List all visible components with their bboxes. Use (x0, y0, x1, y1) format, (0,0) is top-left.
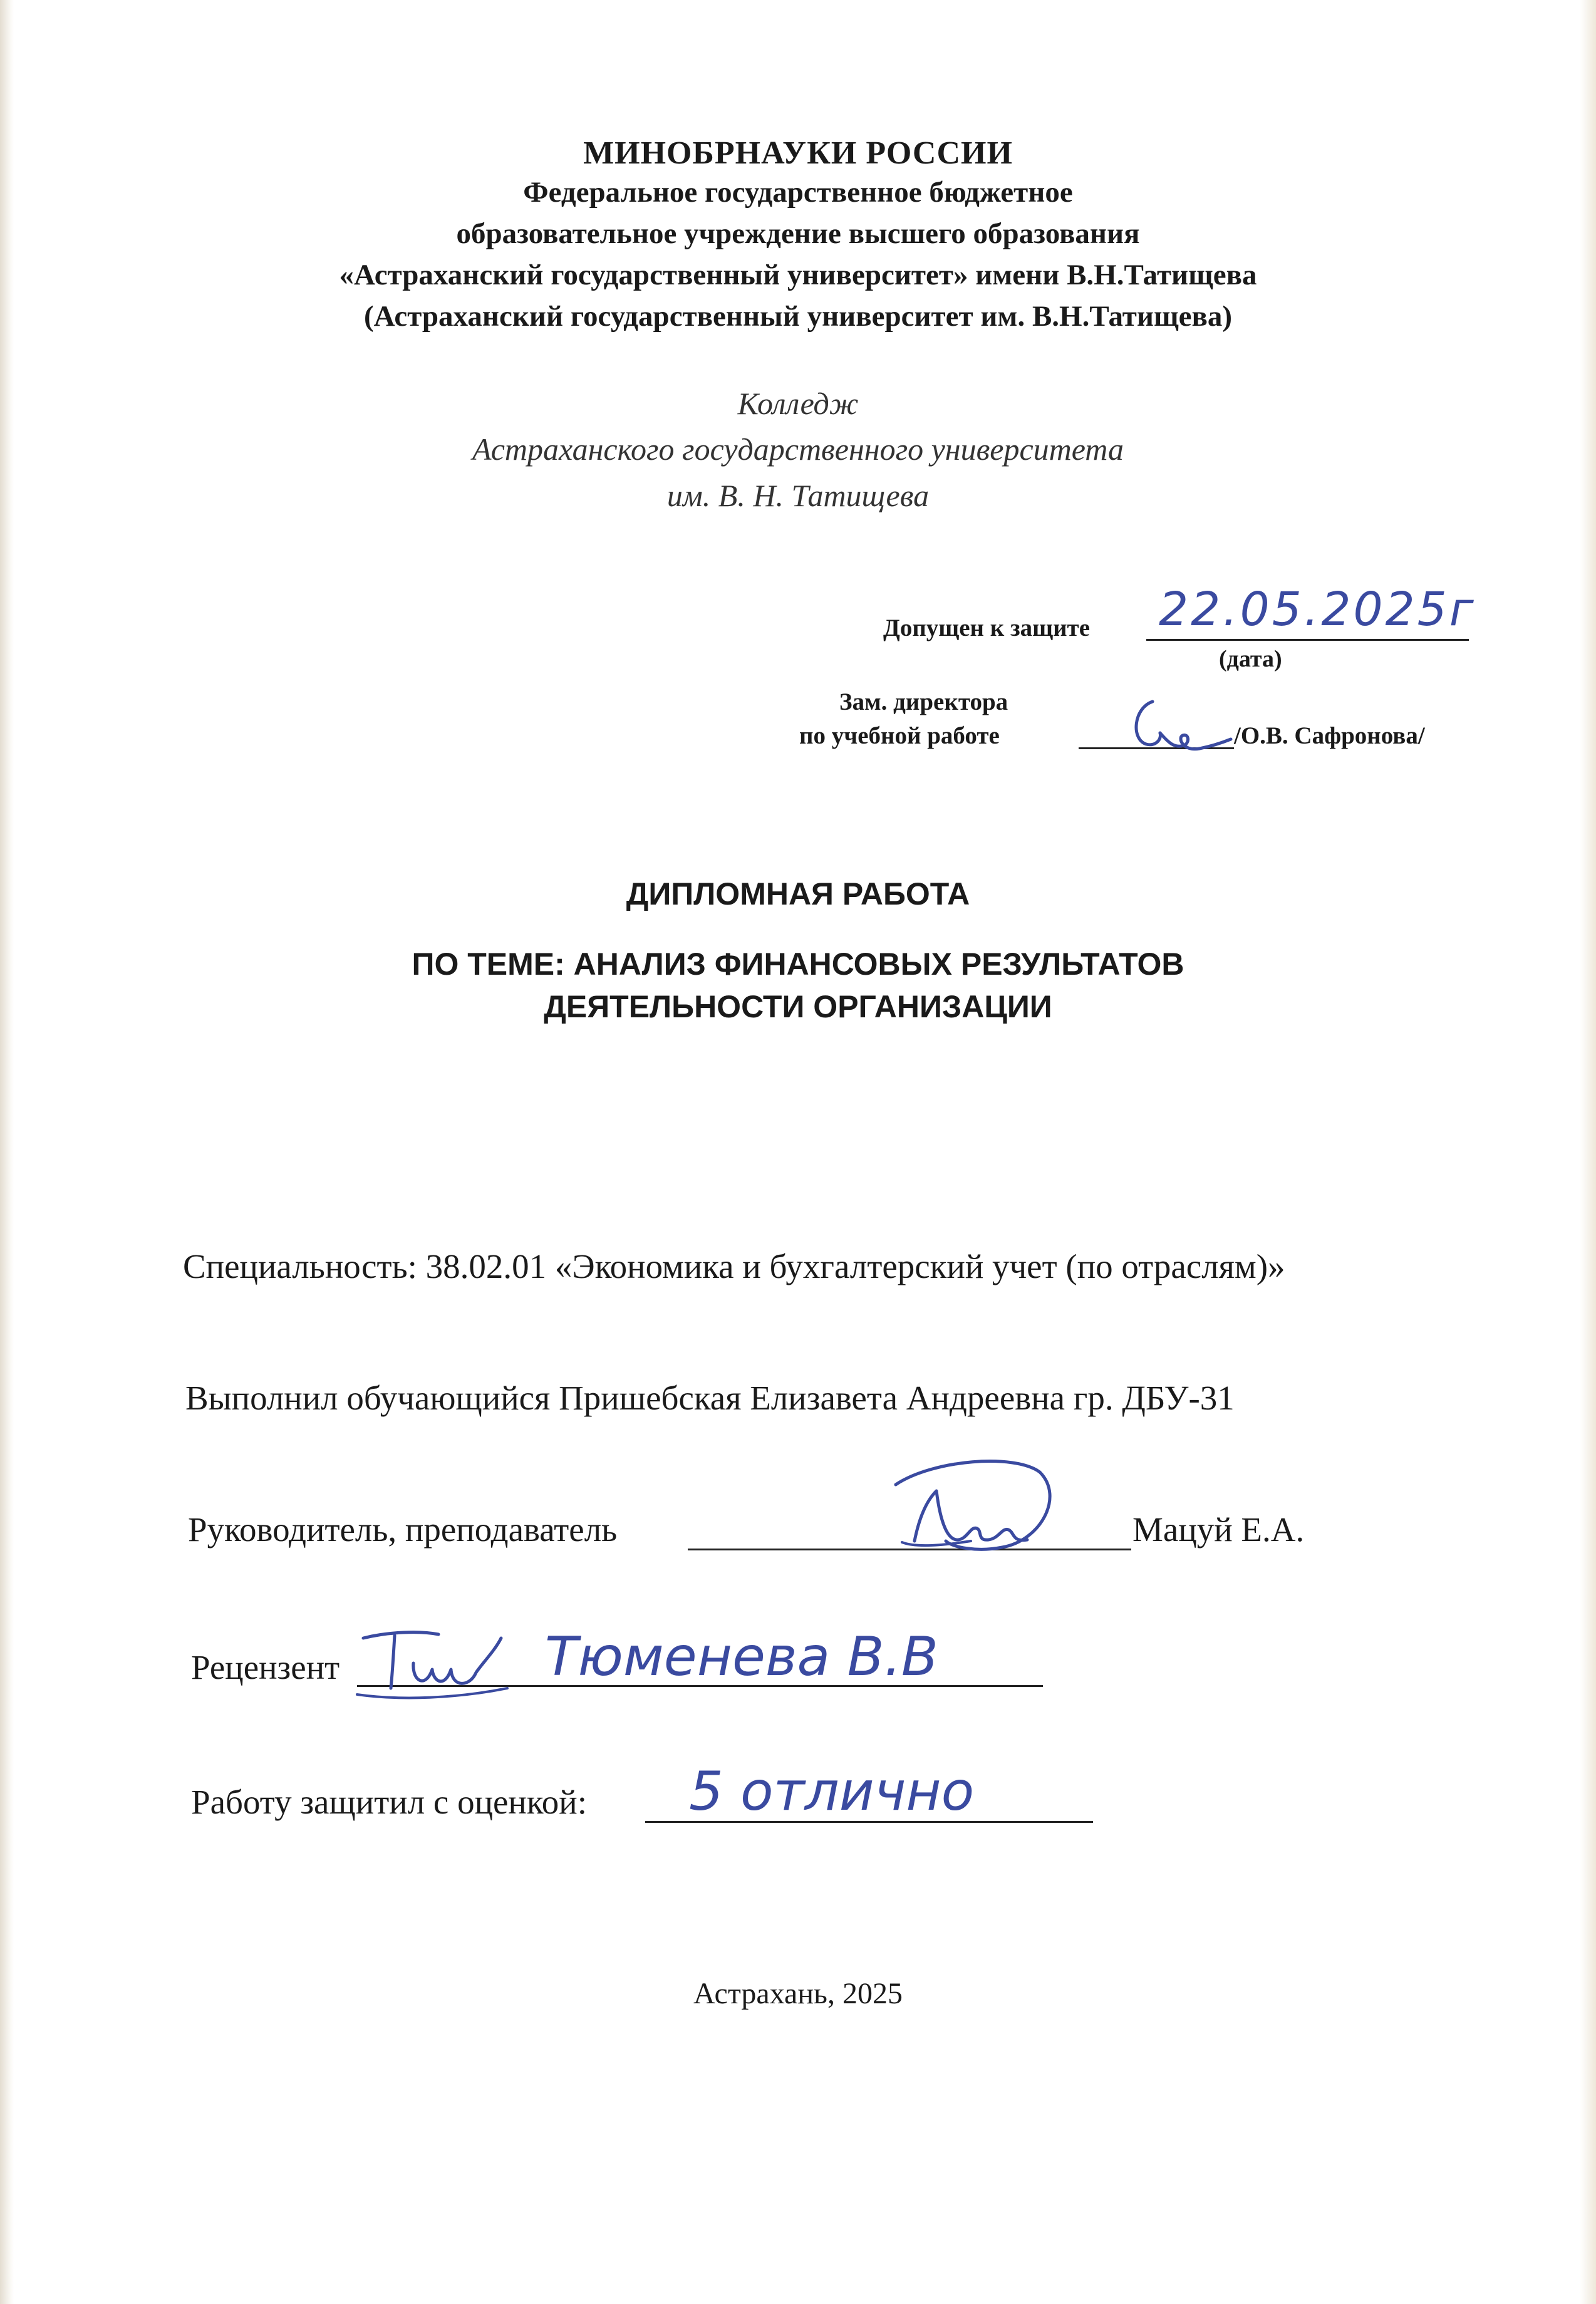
author: Выполнил обучающийся Пришебская Елизавета Андреевна гр. ДБУ-31 (185, 1379, 1235, 1417)
admitted-date-line (1146, 639, 1469, 641)
deputy-name: /О.В. Сафронова/ (1234, 722, 1425, 749)
page-edge-right (1580, 0, 1596, 2304)
specialty: Специальность: 38.02.01 «Экономика и бухгалтерский учет (по отраслям)» (183, 1247, 1285, 1285)
institution-line-2: Федеральное государственное бюджетное (523, 176, 1073, 209)
institution-line-5: (Астраханский государственный университет им. В.Н.Татищева) (363, 300, 1233, 333)
supervisor-label: Руководитель, преподаватель (188, 1510, 618, 1549)
reviewer-signature (351, 1619, 514, 1707)
date-caption: (дата) (1219, 646, 1282, 672)
grade-label: Работу защитил с оценкой: (191, 1783, 587, 1821)
institution-line-3: образовательное учреждение высшего образования (456, 217, 1140, 250)
topic-line-1: ПО ТЕМЕ: АНАЛИЗ ФИНАНСОВЫХ РЕЗУЛЬТАТОВ (412, 947, 1184, 982)
college-line-2: Астраханского государственного университета (472, 432, 1124, 467)
reviewer-label: Рецензент (191, 1648, 340, 1686)
reviewer-name-handwritten: Тюменева В.В (545, 1626, 938, 1688)
document-type: ДИПЛОМНАЯ РАБОТА (626, 876, 970, 911)
college-line-1: Колледж (737, 386, 859, 421)
deputy-signature (1109, 689, 1234, 758)
grade-handwritten: 5 отлично (689, 1760, 975, 1823)
deputy-title-line-2: по учебной работе (799, 722, 1000, 749)
admitted-label: Допущен к защите (883, 615, 1091, 641)
ministry-heading: МИНОБРНАУКИ РОССИИ (583, 135, 1013, 171)
institution-line-4: «Астраханский государственный университет» имени В.Н.Татищева (339, 259, 1257, 291)
topic-line-2: ДЕЯТЕЛЬНОСТИ ОРГАНИЗАЦИИ (544, 989, 1052, 1024)
city-year: Астрахань, 2025 (693, 1977, 903, 2010)
supervisor-name: Мацуй Е.А. (1132, 1510, 1305, 1549)
college-line-3: им. В. Н. Татищева (666, 478, 930, 513)
page-edge-left (0, 0, 14, 2304)
admitted-date-handwritten: 22.05.2025г (1159, 583, 1476, 636)
supervisor-signature (877, 1447, 1065, 1566)
deputy-title-line-1: Зам. директора (839, 688, 1008, 715)
